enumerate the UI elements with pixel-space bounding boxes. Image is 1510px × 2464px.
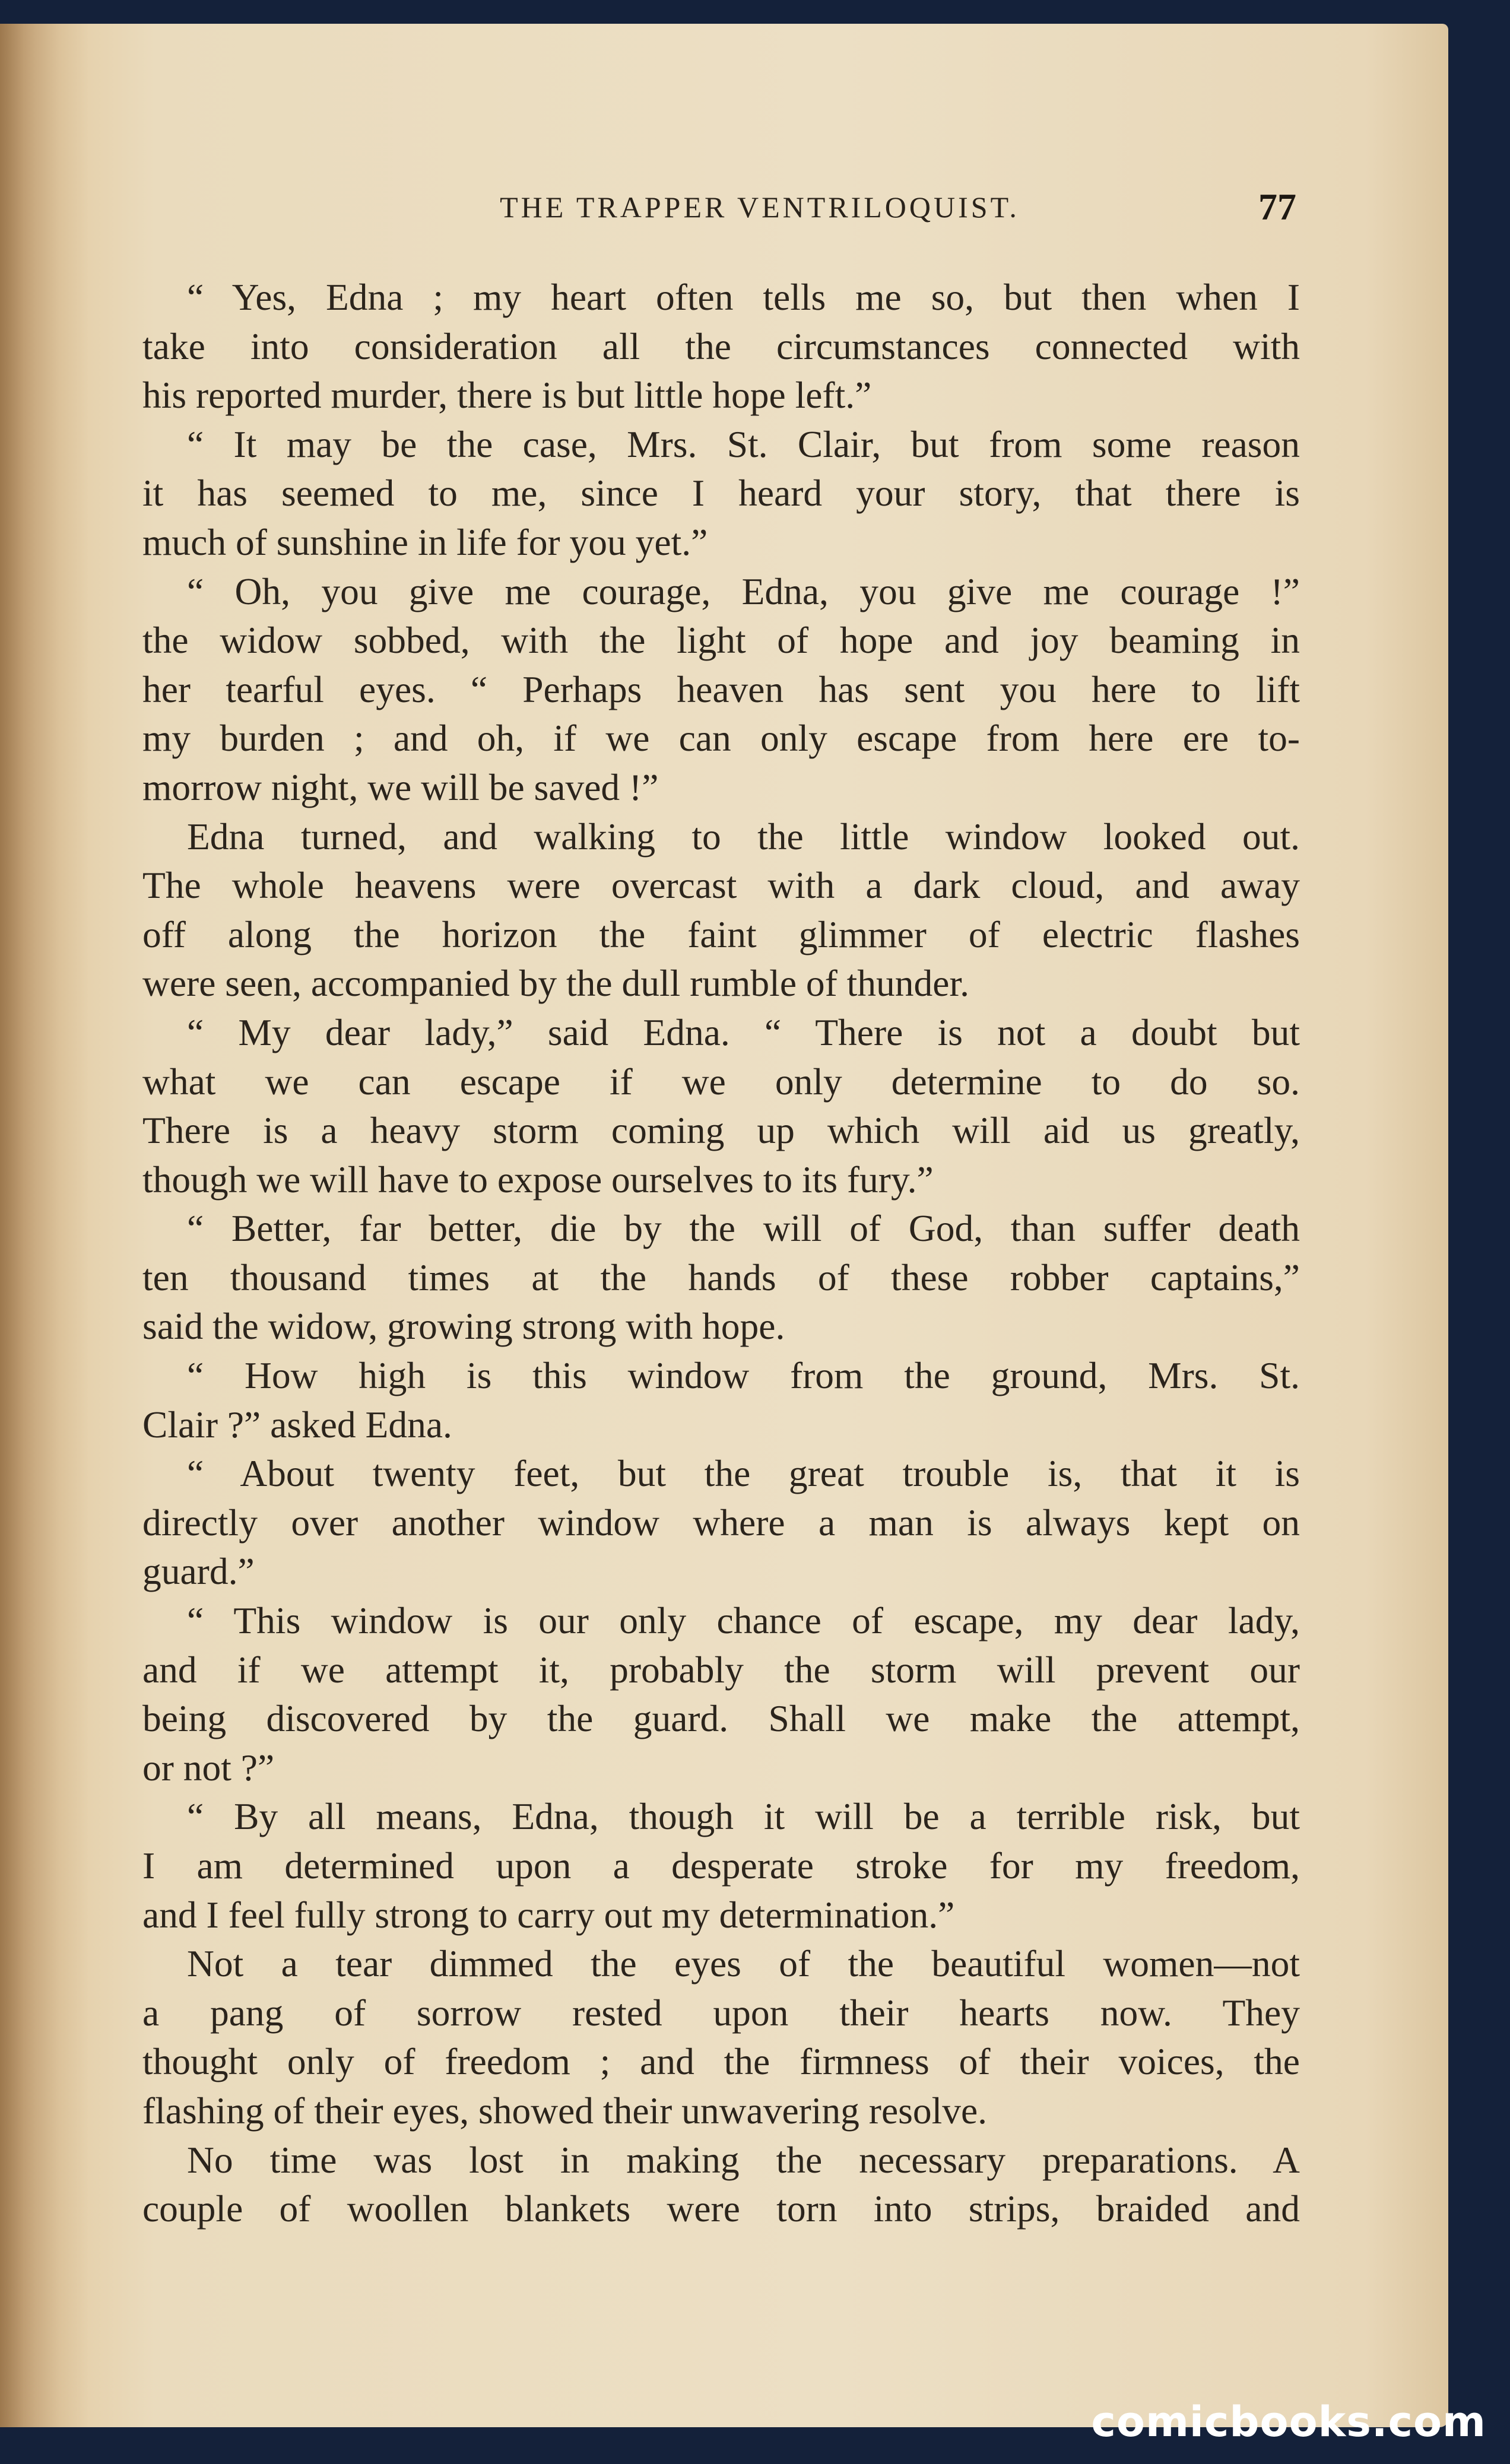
text-line: No time was lost in making the necessary preparations. A	[187, 2138, 1300, 2181]
page-binding-shadow	[0, 24, 89, 2427]
text-line: morrow night, we will be saved !”	[142, 766, 659, 808]
text-line: “ About twenty feet, but the great trouble is, that it is	[187, 1452, 1300, 1495]
text-line: being discovered by the guard. Shall we make the attempt,	[142, 1697, 1300, 1740]
text-line: I am determined upon a desperate stroke for my freedom,	[142, 1844, 1300, 1887]
text-line: “ Oh, you give me courage, Edna, you give me courage !”	[187, 570, 1300, 612]
text-line: The whole heavens were overcast with a dark cloud, and away	[142, 864, 1300, 907]
text-line: off along the horizon the faint glimmer of electric flashes	[142, 913, 1300, 955]
text-line: There is a heavy storm coming up which will aid us greatly,	[142, 1109, 1300, 1152]
text-line: much of sunshine in life for you yet.”	[142, 520, 708, 563]
text-line: directly over another window where a man is always kept on	[142, 1501, 1300, 1544]
text-line: “ It may be the case, Mrs. St. Clair, but from some reason	[187, 423, 1300, 465]
text-line: what we can escape if we only determine to do so.	[142, 1060, 1300, 1103]
text-line: said the widow, growing strong with hope.	[142, 1305, 785, 1348]
text-line: his reported murder, there is but little hope left.”	[142, 374, 872, 417]
text-line: thought only of freedom ; and the firmness of their voices, the	[142, 2040, 1300, 2083]
text-line: were seen, accompanied by the dull rumble of thunder.	[142, 962, 970, 1005]
page-header	[0, 186, 1448, 249]
text-line: or not ?”	[142, 1746, 275, 1789]
text-line: “ Yes, Edna ; my heart often tells me so, but then when I	[187, 276, 1300, 318]
text-line: and I feel fully strong to carry out my determination.”	[142, 1893, 955, 1936]
text-line: and if we attempt it, probably the storm will prevent our	[142, 1648, 1300, 1691]
text-line: guard.”	[142, 1550, 255, 1593]
watermark: comicbooks.com	[1091, 2398, 1486, 2446]
text-line: “ By all means, Edna, though it will be a terrible risk, but	[187, 1795, 1300, 1838]
page-number: 77	[1258, 186, 1296, 228]
text-line: it has seemed to me, since I heard your story, that there is	[142, 472, 1300, 515]
text-line: ten thousand times at the hands of these robber captains,”	[142, 1256, 1300, 1298]
text-line: Edna turned, and walking to the little window looked out.	[187, 815, 1300, 858]
text-line: “ Better, far better, die by the will of God, than suffer death	[187, 1207, 1300, 1250]
text-line: “ This window is our only chance of escape, my dear lady,	[187, 1599, 1300, 1642]
text-line: the widow sobbed, with the light of hope and joy beaming in	[142, 619, 1300, 662]
running-title: THE TRAPPER VENTRILOQUIST.	[500, 190, 1020, 224]
book-page	[0, 24, 1448, 2427]
text-line: “ My dear lady,” said Edna. “ There is not a doubt but	[187, 1011, 1300, 1053]
text-line: a pang of sorrow rested upon their hearts now. They	[142, 1991, 1300, 2034]
text-line: “ How high is this window from the ground, Mrs. St.	[187, 1354, 1300, 1397]
text-line: Clair ?” asked Edna.	[142, 1403, 452, 1446]
body-text	[142, 273, 1300, 2234]
text-line: take into consideration all the circumstances connected with	[142, 325, 1300, 367]
text-line: Not a tear dimmed the eyes of the beautiful women—not	[187, 1942, 1300, 1985]
text-line: flashing of their eyes, showed their unwavering resolve.	[142, 2089, 988, 2132]
text-line: her tearful eyes. “ Perhaps heaven has sent you here to lift	[142, 668, 1300, 710]
text-line: couple of woollen blankets were torn into strips, braided and	[142, 2187, 1300, 2230]
text-line: my burden ; and oh, if we can only escape from here ere to-	[142, 717, 1300, 760]
text-line: though we will have to expose ourselves to its fury.”	[142, 1158, 934, 1201]
